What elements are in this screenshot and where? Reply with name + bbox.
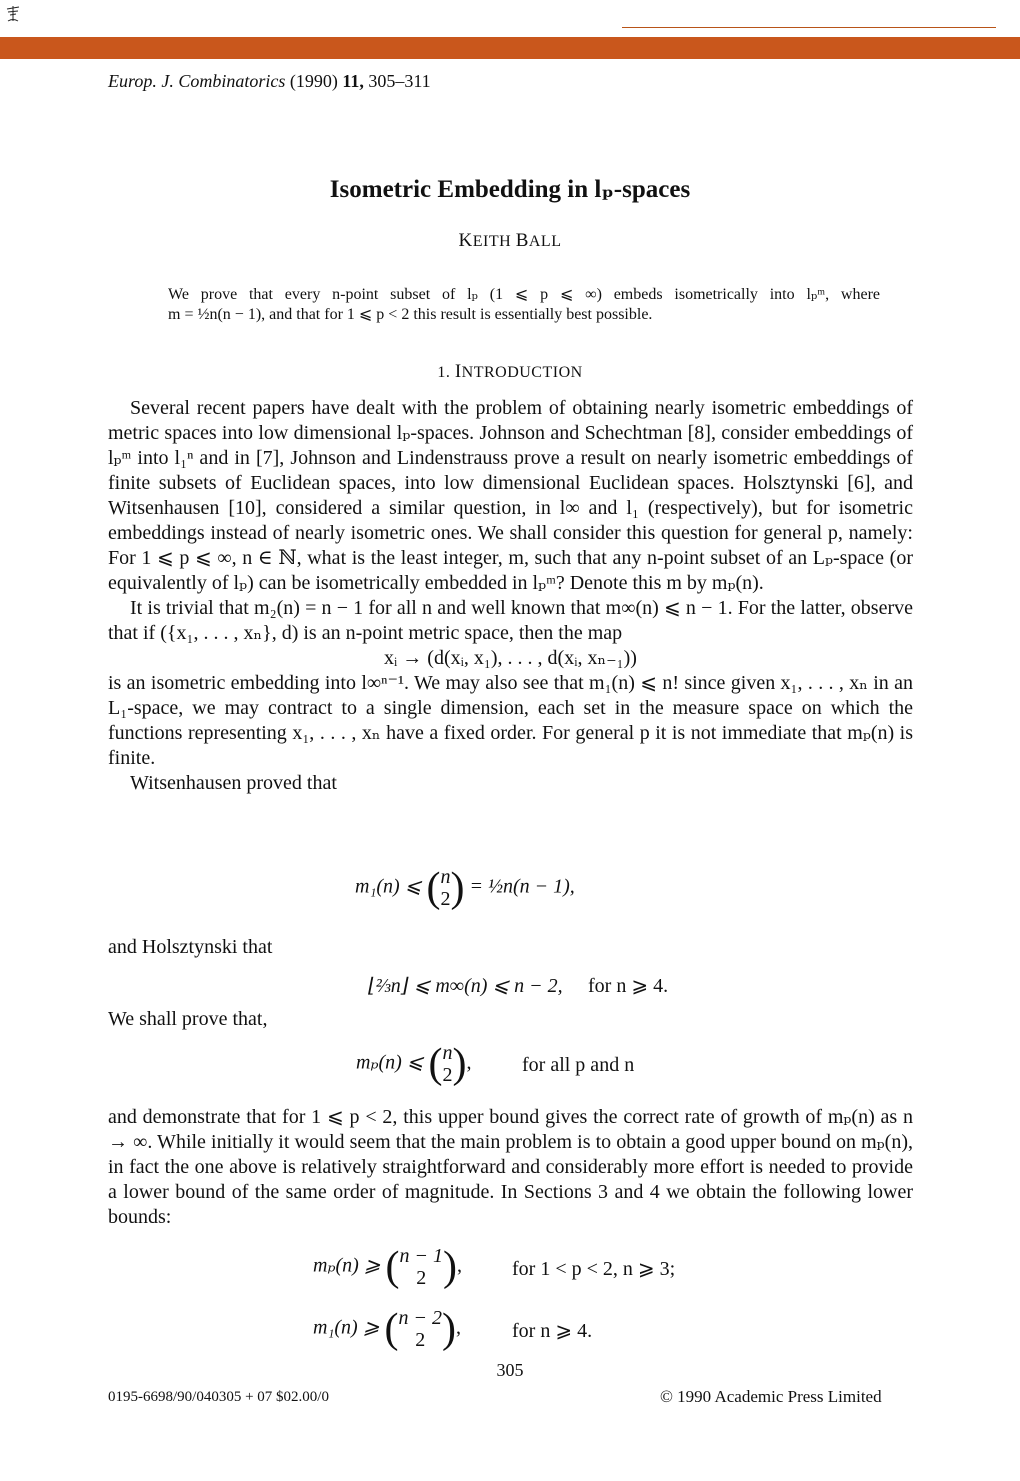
formula-lower-bound-p-condition: for 1 < p < 2, n ⩾ 3;: [512, 1258, 676, 1280]
abstract-line-1: We prove that every n-point subset of lₚ (1 ⩽ p ⩽ ∞) embeds isometrically into lₚᵐ, where: [168, 286, 880, 303]
paragraph-trivial: It is trivial that m₂(n) = n − 1 for all n and well known that m∞(n) ⩽ n − 1. For the latter, observe that if ({x₁, . . . , xₙ}, d) is an n-point metric space, then the map: [108, 597, 913, 644]
formula-upper-bound: mₚ(n) ⩽ (n 2),: [356, 1041, 472, 1087]
paragraph-demonstrate: and demonstrate that for 1 ⩽ p < 2, this upper bound gives the correct rate of growth of mₚ(n) as n → ∞. While initially it would seem that the main problem is to obtain a good upper bound on mₚ(n), in fact the one above is relatively straightforward and considerably more effort is needed to provide a lower bound of the same order of magnitude. In Sections 3 and 4 we obtain the following lower bounds:: [108, 1106, 913, 1228]
display-map: xᵢ → (d(xᵢ, x₁), . . . , d(xᵢ, xₙ₋₁)): [384, 647, 637, 669]
publisher-tree-logo: [2, 2, 24, 24]
formula-lower-bound-1-condition: for n ⩾ 4.: [512, 1320, 593, 1342]
journal-year: (1990): [289, 71, 338, 91]
paper-author: KEITH BALL: [458, 230, 562, 251]
paragraph-intro: Several recent papers have dealt with the problem of obtaining nearly isometric embeddings of metric spaces into low dimensional lₚ-spaces. Johnson and Schechtman [8], consider embeddings of lₚᵐ into l₁ⁿ and in [7], Johnson and Lindenstrauss prove a result on nearly isometric embeddings of finite subsets of Euclidean spaces, into low dimensional Euclidean spaces. Holsztynski [6], and Witsenhausen [10], considered a similar question, in l∞ and l₁ (respectively), but for isometric embeddings instead of nearly isometric ones. We shall consider this question for general p, namely: For 1 ⩽ p ⩽ ∞, n ∈ ℕ, what is the least integer, m, such that any n-point subset of an Lₚ-space (or equivalently of lₚ) can be isometrically embedded in lₚᵐ? Denote this m by mₚ(n).: [108, 397, 913, 594]
binomial: (n 2): [426, 865, 465, 911]
abstract: [168, 285, 880, 325]
header-band: [0, 37, 1020, 59]
body-text: [108, 396, 913, 796]
section-heading: 1. INTRODUCTION: [437, 361, 583, 382]
binomial: (n 2): [428, 1041, 467, 1087]
formula-upper-bound-condition: for all p and n: [522, 1054, 635, 1076]
abstract-line-2: m = ½n(n − 1), and that for 1 ⩽ p < 2 this result is essentially best possible.: [168, 306, 653, 323]
journal-pages: 305–311: [368, 71, 431, 91]
copyright-notice: © 1990 Academic Press Limited: [660, 1387, 882, 1406]
issn-code: 0195-6698/90/040305 + 07 $02.00/0: [108, 1389, 329, 1405]
formula-lower-bound-p: mₚ(n) ⩾ (n − 1 2 ),: [313, 1244, 463, 1290]
formula-holsztynski-condition: for n ⩾ 4.: [588, 975, 669, 997]
journal-volume: 11,: [342, 71, 364, 91]
page-number: 305: [496, 1360, 524, 1380]
header-rule: [622, 27, 996, 28]
paragraph-witsenhausen: Witsenhausen proved that: [130, 772, 337, 794]
paragraph-isometric: is an isometric embedding into l∞ⁿ⁻¹. We may also see that m₁(n) ⩽ n! since given x₁, . . . , xₙ in an L₁-space, we may contract to a single dimension, each set in the measure space on which the functions representing x₁, . . . , xₙ have a fixed order. For general p it is not immediate that mₚ(n) is finite.: [108, 672, 913, 769]
formula-lower-bound-1: m₁(n) ⩾ (n − 2 2 ),: [313, 1306, 461, 1352]
binomial: (n − 1 2 ): [385, 1244, 458, 1290]
formula-witsenhausen: m₁(n) ⩽ (n 2) = ½n(n − 1),: [355, 865, 575, 911]
paragraph-holsztynski: and Holsztynski that: [108, 936, 273, 958]
binomial: (n − 2 2 ): [384, 1306, 456, 1352]
paragraph-we-shall: We shall prove that,: [108, 1008, 268, 1030]
journal-name: Europ. J. Combinatorics: [108, 71, 286, 91]
journal-reference: [108, 71, 431, 92]
paper-title: Isometric Embedding in lₚ-spaces: [329, 176, 691, 203]
formula-holsztynski: ⌊⅔n⌋ ⩽ m∞(n) ⩽ n − 2,: [368, 975, 563, 997]
body-text-2: [108, 1105, 913, 1230]
